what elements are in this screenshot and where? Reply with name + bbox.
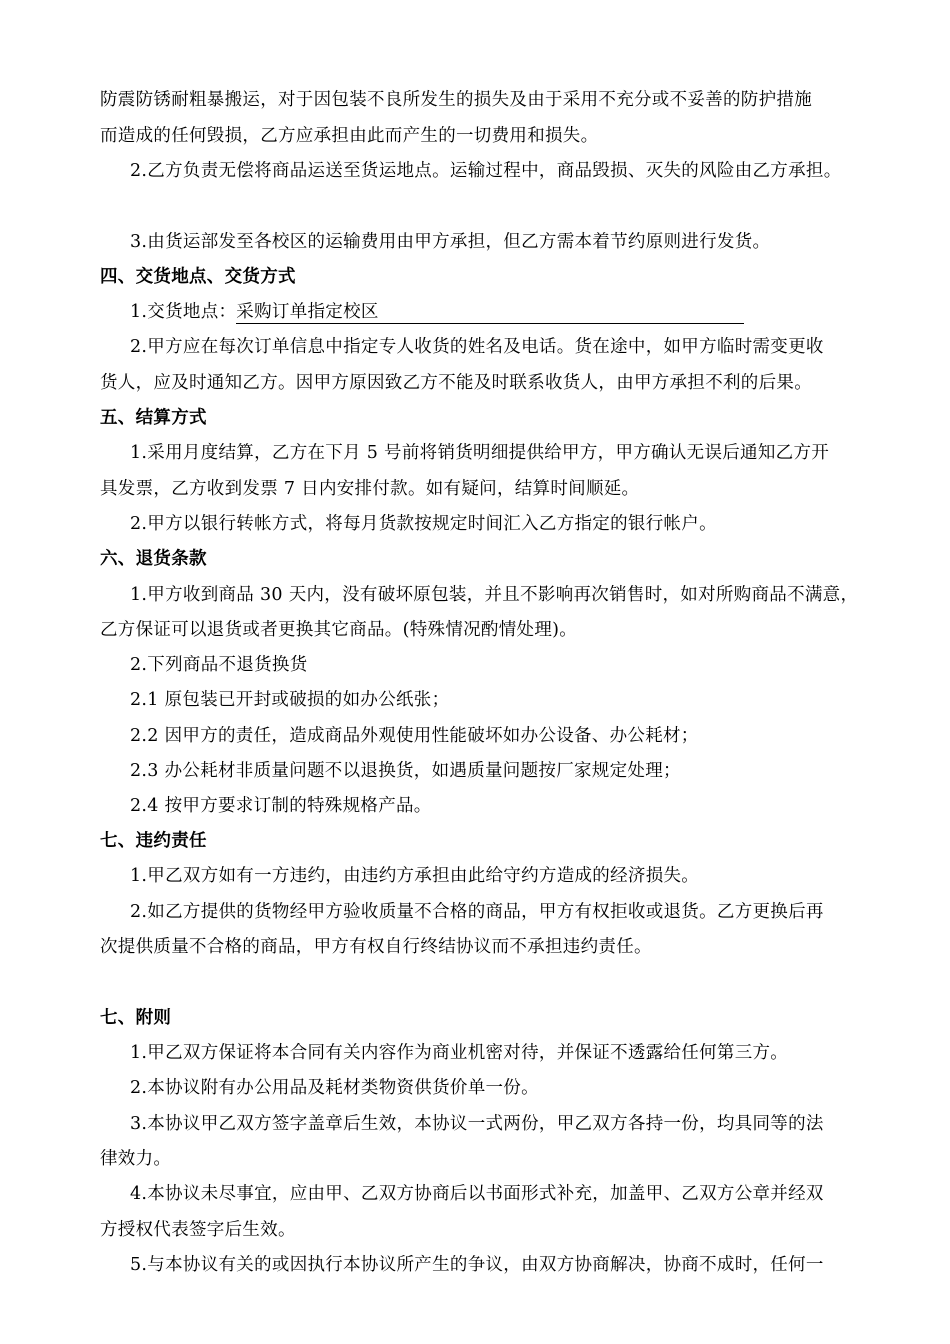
body-text-line: 2.乙方负责无偿将商品运送至货运地点。运输过程中，商品毁损、灭失的风险由乙方承担。 xyxy=(130,161,842,181)
section-heading-6: 六、退货条款 xyxy=(100,549,207,569)
body-text-line: 防震防锈耐粗暴搬运，对于因包装不良所发生的损失及由于采用不充分或不妥善的防护措施 xyxy=(100,90,812,110)
body-text-line: 而造成的任何毁损，乙方应承担由此而产生的一切费用和损失。 xyxy=(100,126,599,146)
body-text-line: 方授权代表签字后生效。 xyxy=(100,1220,296,1240)
delivery-location-line xyxy=(130,300,744,324)
delivery-location-label: 1.交货地点： xyxy=(130,302,237,322)
section-heading-appendix: 七、附则 xyxy=(100,1008,172,1028)
section-heading-4: 四、交货地点、交货方式 xyxy=(100,267,296,287)
delivery-location-value: 采购订单指定校区 xyxy=(236,301,744,324)
body-text-line: 乙方保证可以退货或者更换其它商品。(特殊情况酌情处理)。 xyxy=(100,620,578,640)
section-heading-7: 七、违约责任 xyxy=(100,831,207,851)
body-text-line: 2.本协议附有办公用品及耗材类物资供货价单一份。 xyxy=(130,1078,539,1098)
body-text-line: 次提供质量不合格的商品，甲方有权自行终结协议而不承担违约责任。 xyxy=(100,937,652,957)
body-text-line: 2.1 原包装已开封或破损的如办公纸张； xyxy=(130,690,450,710)
body-text-line: 2.4 按甲方要求订制的特殊规格产品。 xyxy=(130,796,432,816)
body-text-line: 5.与本协议有关的或因执行本协议所产生的争议，由双方协商解决，协商不成时，任何一 xyxy=(130,1255,824,1275)
section-heading-5: 五、结算方式 xyxy=(100,408,207,428)
body-text-line: 具发票，乙方收到发票 7 日内安排付款。如有疑问，结算时间顺延。 xyxy=(100,479,640,499)
body-text-line: 1.采用月度结算，乙方在下月 5 号前将销货明细提供给甲方，甲方确认无误后通知乙方开 xyxy=(130,443,830,463)
body-text-line: 1.甲乙双方保证将本合同有关内容作为商业机密对待，并保证不透露给任何第三方。 xyxy=(130,1043,789,1063)
body-text-line: 2.下列商品不退货换货 xyxy=(130,655,308,675)
body-text-line: 3.本协议甲乙双方签字盖章后生效，本协议一式两份，甲乙双方各持一份，均具同等的法 xyxy=(130,1114,824,1134)
body-text-line: 1.甲方收到商品 30 天内，没有破坏原包装，并且不影响再次销售时，如对所购商品不满意， xyxy=(130,585,859,605)
body-text-line: 2.甲方以银行转帐方式，将每月货款按规定时间汇入乙方指定的银行帐户。 xyxy=(130,514,717,534)
body-text-line: 1.甲乙双方如有一方违约，由违约方承担由此给守约方造成的经济损失。 xyxy=(130,866,700,886)
body-text-line: 律效力。 xyxy=(100,1149,172,1169)
body-text-line: 2.如乙方提供的货物经甲方验收质量不合格的商品，甲方有权拒收或退货。乙方更换后再 xyxy=(130,902,824,922)
body-text-line: 4.本协议未尽事宜，应由甲、乙双方协商后以书面形式补充，加盖甲、乙双方公章并经双 xyxy=(130,1184,824,1204)
body-text-line: 3.由货运部发至各校区的运输费用由甲方承担，但乙方需本着节约原则进行发货。 xyxy=(130,232,771,252)
body-text-line: 2.甲方应在每次订单信息中指定专人收货的姓名及电话。货在途中，如甲方临时需变更收 xyxy=(130,337,824,357)
body-text-line: 2.3 办公耗材非质量问题不以退换货，如遇质量问题按厂家规定处理； xyxy=(130,761,681,781)
body-text-line: 货人，应及时通知乙方。因甲方原因致乙方不能及时联系收货人，由甲方承担不利的后果。 xyxy=(100,373,812,393)
body-text-line: 2.2 因甲方的责任，造成商品外观使用性能破坏如办公设备、办公耗材； xyxy=(130,726,699,746)
